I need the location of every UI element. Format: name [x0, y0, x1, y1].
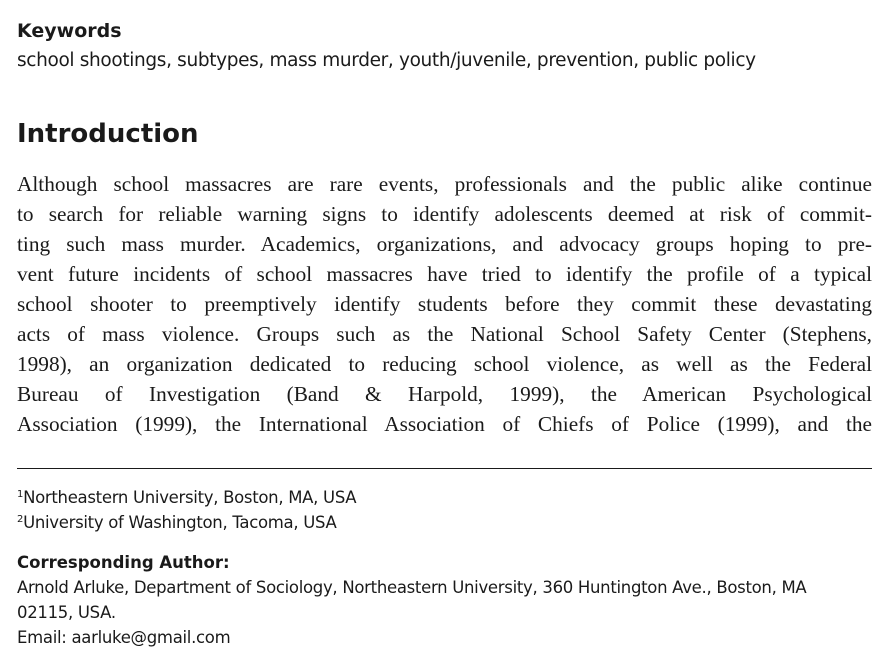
body-line: Association (1999), the International Association of Chiefs of Police (1999), and the	[17, 412, 872, 436]
keywords-text: school shootings, subtypes, mass murder, youth/juvenile, prevention, public policy	[17, 50, 756, 71]
introduction-heading: Introduction	[17, 119, 199, 149]
affiliation-text: University of Washington, Tacoma, USA	[23, 513, 337, 532]
body-line: acts of mass violence. Groups such as the National School Safety Center (Stephens,	[17, 322, 872, 346]
affiliation-2	[17, 512, 337, 534]
body-line: school shooter to preemptively identify students before they commit these devastating	[17, 292, 872, 316]
body-line: ting such mass murder. Academics, organizations, and advocacy groups hoping to pre-	[17, 232, 872, 256]
corresponding-author-heading: Corresponding Author:	[17, 553, 230, 572]
corresponding-author-address-cont: 02115, USA.	[17, 603, 116, 622]
body-line: to search for reliable warning signs to identify adolescents deemed at risk of commit-	[17, 202, 872, 226]
introduction-body	[17, 169, 872, 439]
body-line: 1998), an organization dedicated to reducing school violence, as well as the Federal	[17, 352, 872, 376]
footnote-divider	[17, 468, 872, 469]
corresponding-author-address: Arnold Arluke, Department of Sociology, Northeastern University, 360 Huntington Ave., Boston, MA	[17, 578, 807, 597]
affiliation-marker: 1	[17, 489, 24, 500]
body-line: Although school massacres are rare events, professionals and the public alike continue	[17, 172, 872, 196]
affiliation-text: Northeastern University, Boston, MA, USA	[23, 488, 357, 507]
corresponding-author-email: Email: aarluke@gmail.com	[17, 628, 231, 647]
keywords-heading: Keywords	[17, 20, 122, 42]
body-line: vent future incidents of school massacres have tried to identify the profile of a typical	[17, 262, 872, 286]
body-line: Bureau of Investigation (Band & Harpold, 1999), the American Psychological	[17, 382, 872, 406]
affiliation-1	[17, 487, 356, 509]
affiliation-marker: 2	[17, 514, 24, 525]
